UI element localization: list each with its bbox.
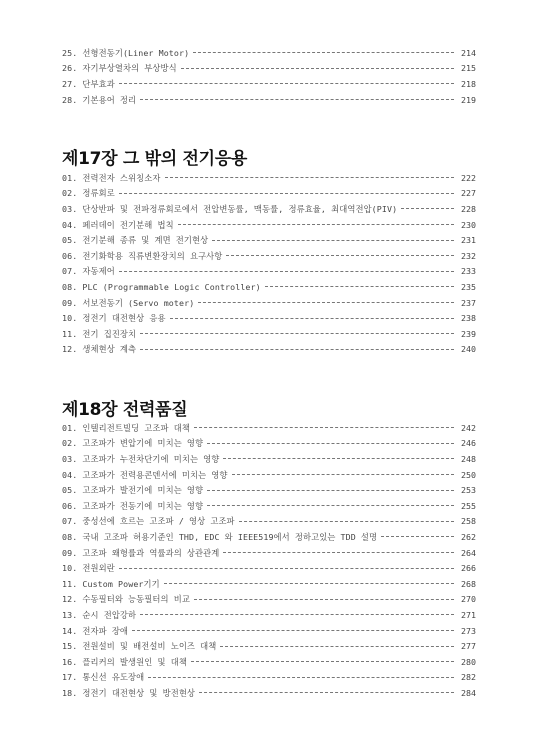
dot-leader xyxy=(132,630,454,631)
toc-entry-page-number: 248 xyxy=(461,453,476,464)
toc-entry[interactable] xyxy=(62,638,476,654)
dot-leader xyxy=(401,208,454,209)
toc-entry-title: 06. 전기화학용 직류변환장치의 요구사항 xyxy=(62,250,223,261)
dot-leader xyxy=(148,677,454,678)
toc-entry-page-number: 242 xyxy=(461,422,476,433)
toc-entry-title: 15. 전원설비 및 배전설비 노이즈 대책 xyxy=(62,641,217,652)
toc-entry[interactable] xyxy=(62,451,476,467)
toc-entry-title: 02. 고조파가 변압기에 미치는 영향 xyxy=(62,438,204,449)
dot-leader xyxy=(232,474,454,475)
toc-entry-page-number: 277 xyxy=(461,641,476,652)
toc-entry-title: 14. 전자파 장애 xyxy=(62,625,129,636)
toc-entry-title: 04. 페러데이 전기분해 법칙 xyxy=(62,219,174,230)
toc-entry-title: 11. Custom Power기기 xyxy=(62,578,160,589)
toc-entry-page-number: 239 xyxy=(461,328,476,339)
toc-entry[interactable] xyxy=(62,498,476,514)
dot-leader xyxy=(140,333,454,334)
toc-entry-page-number: 246 xyxy=(461,438,476,449)
toc-entry-title: 25. 선형전동기(Liner Motor) xyxy=(62,47,190,58)
toc-entry-title: 13. 순시 전압강하 xyxy=(62,609,137,620)
toc-entry[interactable] xyxy=(62,342,476,358)
dot-leader xyxy=(164,583,454,584)
toc-entry-title: 05. 전기분해 종류 및 계면 전기현상 xyxy=(62,235,209,246)
dot-leader xyxy=(194,599,454,600)
toc-entry[interactable] xyxy=(62,310,476,326)
toc-entry-title: 10. 전원외란 xyxy=(62,563,115,574)
toc-entry-title: 27. 단부효과 xyxy=(62,78,115,89)
toc-entry-page-number: 230 xyxy=(461,219,476,230)
toc-entry-page-number: 215 xyxy=(461,63,476,74)
toc-entry[interactable] xyxy=(62,420,476,436)
toc-list-chapter18 xyxy=(62,420,476,701)
dot-leader xyxy=(223,458,454,459)
dot-leader xyxy=(212,240,454,241)
dot-leader xyxy=(207,505,454,506)
toc-entry[interactable] xyxy=(62,248,476,264)
dot-leader xyxy=(119,568,454,569)
dot-leader xyxy=(226,255,454,256)
toc-entry-page-number: 262 xyxy=(461,531,476,542)
dot-leader xyxy=(165,177,454,178)
toc-entry[interactable] xyxy=(62,279,476,295)
toc-entry-title: 08. 국내 고조파 허용기준인 THD, EDC 와 IEEE519에서 정하고있는 TDD 설명 xyxy=(62,531,378,542)
toc-entry-page-number: 270 xyxy=(461,594,476,605)
chapter-17-title: 제17장 그 밖의 전기응용 xyxy=(62,149,248,169)
toc-list-chapter17 xyxy=(62,170,476,357)
dot-leader xyxy=(239,521,454,522)
dot-leader xyxy=(140,349,454,350)
toc-entry-page-number: 219 xyxy=(461,94,476,105)
dot-leader xyxy=(220,646,454,647)
dot-leader xyxy=(181,68,454,69)
toc-entry-page-number: 268 xyxy=(461,578,476,589)
toc-entry-page-number: 266 xyxy=(461,563,476,574)
dot-leader xyxy=(119,83,454,84)
toc-entry[interactable] xyxy=(62,607,476,623)
toc-entry-page-number: 231 xyxy=(461,235,476,246)
toc-entry-page-number: 273 xyxy=(461,625,476,636)
toc-entry[interactable] xyxy=(62,670,476,686)
toc-entry-title: 01. 인텔리전트빌딩 고조파 대책 xyxy=(62,422,190,433)
toc-entry[interactable] xyxy=(62,186,476,202)
toc-entry[interactable] xyxy=(62,592,476,608)
dot-leader xyxy=(193,52,454,53)
toc-entry-page-number: 271 xyxy=(461,609,476,620)
toc-entry-title: 01. 전력전자 스위칭소자 xyxy=(62,172,161,183)
toc-entry-title: 02. 정류회로 xyxy=(62,188,115,199)
toc-entry[interactable] xyxy=(62,576,476,592)
dot-leader xyxy=(178,224,454,225)
toc-entry-title: 26. 자기부상열차의 부상방식 xyxy=(62,63,177,74)
toc-entry-title: 16. 플리커의 발생원인 및 대책 xyxy=(62,656,187,667)
toc-entry-title: 09. 서보전동기 (Servo moter) xyxy=(62,297,195,308)
dot-leader xyxy=(194,427,454,428)
dot-leader xyxy=(381,536,454,537)
toc-entry-title: 11. 전기 집진장치 xyxy=(62,328,137,339)
toc-entry[interactable] xyxy=(62,514,476,530)
toc-entry[interactable] xyxy=(62,467,476,483)
toc-entry-page-number: 232 xyxy=(461,250,476,261)
toc-entry[interactable] xyxy=(62,654,476,670)
toc-entry-page-number: 264 xyxy=(461,547,476,558)
toc-entry-page-number: 228 xyxy=(461,203,476,214)
toc-entry-title: 12. 생체현상 계측 xyxy=(62,344,137,355)
toc-entry[interactable] xyxy=(62,201,476,217)
toc-entry[interactable] xyxy=(62,436,476,452)
dot-leader xyxy=(119,193,454,194)
toc-entry-page-number: 250 xyxy=(461,469,476,480)
toc-list-chapter16-continued xyxy=(62,45,476,107)
toc-entry-page-number: 218 xyxy=(461,78,476,89)
toc-entry-title: 18. 정전기 대전현상 및 방전현상 xyxy=(62,687,196,698)
toc-entry[interactable] xyxy=(62,264,476,280)
toc-entry[interactable] xyxy=(62,482,476,498)
dot-leader xyxy=(207,443,454,444)
dot-leader xyxy=(223,552,454,553)
dot-leader xyxy=(119,271,454,272)
toc-entry-title: 09. 고조파 왜형률과 역률과의 상관관계 xyxy=(62,547,220,558)
toc-entry-page-number: 255 xyxy=(461,500,476,511)
toc-entry[interactable] xyxy=(62,92,476,108)
toc-entry-page-number: 238 xyxy=(461,313,476,324)
toc-entry[interactable] xyxy=(62,76,476,92)
dot-leader xyxy=(198,302,454,303)
dot-leader xyxy=(199,692,454,693)
toc-entry-title: 07. 중성선에 흐르는 고조파 / 영상 고조파 xyxy=(62,516,235,527)
toc-entry-title: 17. 통신선 유도장애 xyxy=(62,672,145,683)
toc-entry-title: 10. 정전기 대전현상 응용 xyxy=(62,313,166,324)
toc-entry-page-number: 240 xyxy=(461,344,476,355)
toc-entry[interactable] xyxy=(62,685,476,701)
toc-entry[interactable] xyxy=(62,529,476,545)
toc-entry-page-number: 280 xyxy=(461,656,476,667)
toc-entry-page-number: 227 xyxy=(461,188,476,199)
dot-leader xyxy=(140,99,454,100)
toc-entry[interactable] xyxy=(62,545,476,561)
toc-entry-title: 08. PLC (Programmable Logic Controller) xyxy=(62,281,261,292)
toc-entry-title: 05. 고조파가 발전기에 미치는 영향 xyxy=(62,485,204,496)
toc-entry[interactable] xyxy=(62,217,476,233)
toc-entry-title: 03. 고조파가 누전차단기에 미치는 영향 xyxy=(62,453,220,464)
toc-entry-page-number: 253 xyxy=(461,485,476,496)
dot-leader xyxy=(140,614,454,615)
toc-entry-title: 03. 단상반파 및 전파정류회로에서 전압변동률, 맥동률, 정류효율, 최대역전압(PIV) xyxy=(62,203,398,214)
toc-entry-page-number: 214 xyxy=(461,47,476,58)
toc-entry-page-number: 222 xyxy=(461,172,476,183)
toc-entry-title: 07. 자동제어 xyxy=(62,266,115,277)
toc-entry-title: 04. 고조파가 전력용콘덴서에 미치는 영향 xyxy=(62,469,228,480)
toc-entry-page-number: 237 xyxy=(461,297,476,308)
toc-entry[interactable] xyxy=(62,623,476,639)
toc-entry[interactable] xyxy=(62,45,476,61)
toc-entry[interactable] xyxy=(62,560,476,576)
toc-entry-title: 12. 수동필터와 능동필터의 비교 xyxy=(62,594,190,605)
dot-leader xyxy=(265,286,454,287)
toc-entry[interactable] xyxy=(62,170,476,186)
chapter-18-title: 제18장 전력품질 xyxy=(62,400,188,420)
toc-entry[interactable] xyxy=(62,61,476,77)
toc-entry[interactable] xyxy=(62,232,476,248)
dot-leader xyxy=(207,490,454,491)
toc-entry-page-number: 282 xyxy=(461,672,476,683)
toc-entry-page-number: 284 xyxy=(461,687,476,698)
toc-entry-title: 06. 고조파가 전동기에 미치는 영향 xyxy=(62,500,204,511)
toc-entry-title: 28. 기본용어 정리 xyxy=(62,94,137,105)
toc-entry[interactable] xyxy=(62,326,476,342)
toc-entry-page-number: 235 xyxy=(461,281,476,292)
toc-entry-page-number: 233 xyxy=(461,266,476,277)
dot-leader xyxy=(170,318,454,319)
toc-entry-page-number: 258 xyxy=(461,516,476,527)
toc-entry[interactable] xyxy=(62,295,476,311)
dot-leader xyxy=(191,661,454,662)
